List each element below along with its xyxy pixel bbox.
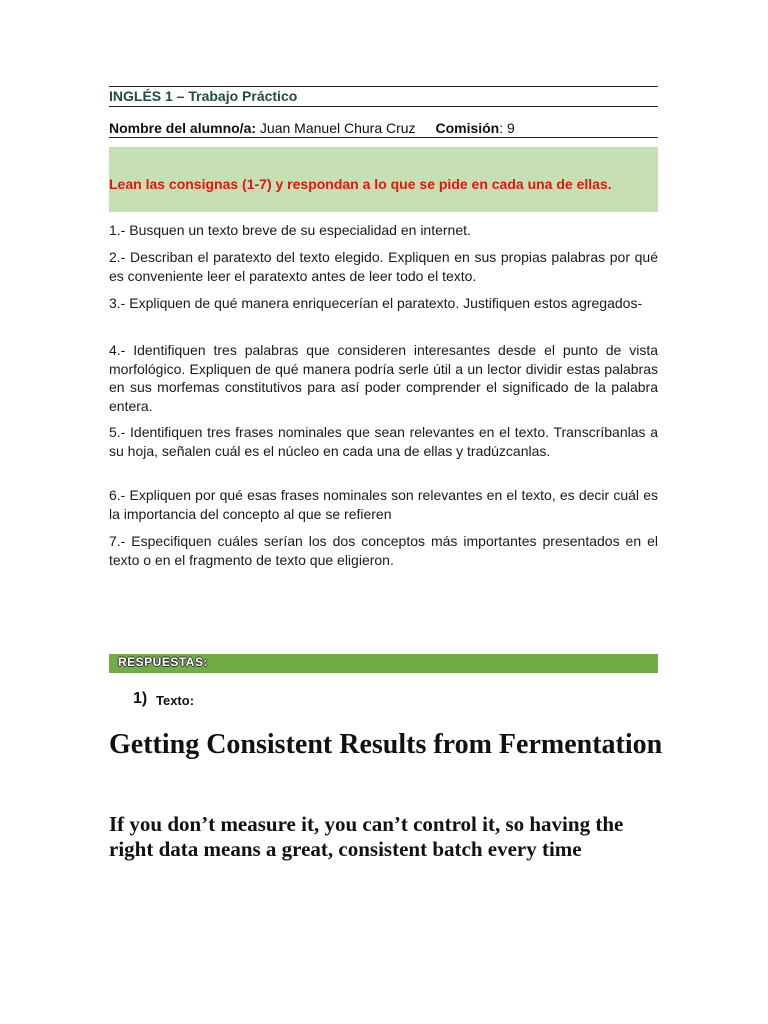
item-2: 2.- Describan el paratexto del texto elegido. Expliquen en sus propias palabras por qué es conveniente leer el paratexto antes de leer todo el texto. [109, 249, 658, 284]
answer-1-number: 1) [133, 690, 148, 707]
student-name-value: Juan Manuel Chura Cruz [259, 120, 416, 136]
answer-1-label: Texto: [156, 693, 195, 708]
commission-value: : 9 [499, 120, 515, 136]
item-4: 4.- Identifiquen tres palabras que consideren interesantes desde el punto de vista morfológico. Expliquen de qué manera podría serle útil a un lector dividir estas palabras en sus morfemas constitutivos para así poder comprender el significado de la palabra entera. [109, 342, 658, 414]
article-subtitle: If you don’t measure it, you can’t control it, so having the right data means a great, consistent batch every time [109, 812, 624, 861]
item-3: 3.- Expliquen de qué manera enriquecerían el paratexto. Justifiquen estos agregados- [109, 295, 643, 311]
header-top-rule [109, 86, 658, 87]
item-5: 5.- Identifiquen tres frases nominales que sean relevantes en el texto. Transcríbanlas a su hoja, señalen cuál es el núcleo en cada una de ellas y tradúzcanlas. [109, 424, 658, 459]
item-6: 6.- Expliquen por qué esas frases nominales son relevantes en el texto, es decir cuál es la importancia del concepto al que se refieren [109, 487, 658, 522]
item-7: 7.- Especifiquen cuáles serían los dos conceptos más importantes presentados en el texto o en el fragmento de texto que eligieron. [109, 533, 658, 568]
article-title: Getting Consistent Results from Fermentation [109, 729, 663, 760]
student-info-row [109, 120, 658, 136]
instructions-text: Lean las consignas (1-7) y respondan a lo que se pide en cada una de ellas. [109, 176, 612, 192]
header-bottom-rule [109, 106, 658, 107]
student-row-rule [109, 137, 658, 138]
commission-label: Comisión [435, 120, 500, 136]
item-1: 1.- Busquen un texto breve de su especialidad en internet. [109, 222, 471, 238]
answers-header-label: RESPUESTAS: [118, 655, 208, 669]
student-name-label: Nombre del alumno/a: [109, 120, 257, 136]
document-title: INGLÉS 1 – Trabajo Práctico [109, 88, 298, 104]
